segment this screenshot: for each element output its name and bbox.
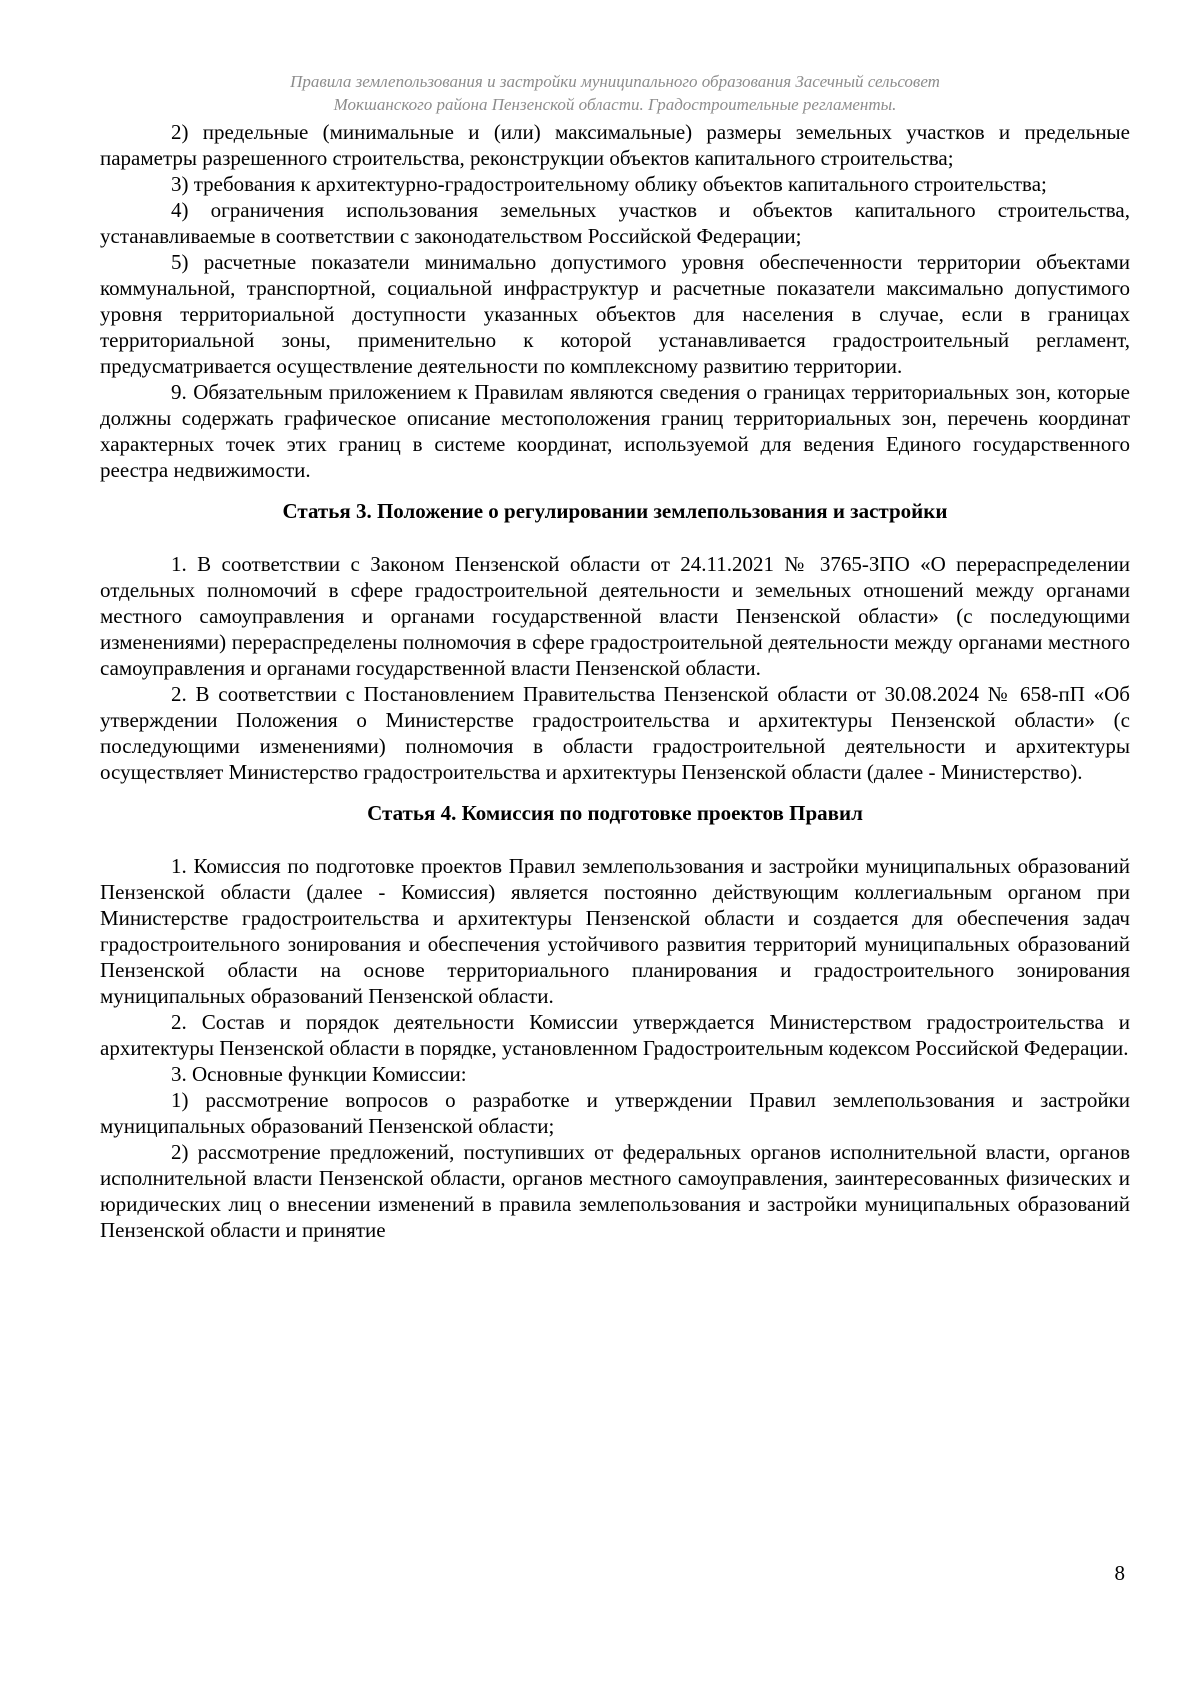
paragraph: 1. Комиссия по подготовке проектов Правил землепользования и застройки муниципальных образований Пензенской области (далее - Комиссия) является постоянно действующим коллегиальным органом при Министерстве градостроительства и архитектуры Пензенской области и создается для обеспечения задач градостроительного зонирования и обеспечения устойчивого развития территорий муниципальных образований Пензенской области на основе территориального планирования и градостроительного зонирования муниципальных образований Пензенской области. <box>100 854 1130 1008</box>
running-header-line-2: Мокшанского района Пензенской области. Градостроительные регламенты. <box>333 95 897 114</box>
paragraph: 2) рассмотрение предложений, поступивших от федеральных органов исполнительной власти, органов исполнительной власти Пензенской области, органов местного самоуправления, заинтересованных физических и юридических лиц о внесении изменений в правила землепользования и застройки муниципальных образований Пензенской области и принятие <box>100 1140 1130 1242</box>
paragraph: 5) расчетные показатели минимально допустимого уровня обеспеченности территории объектами коммунальной, транспортной, социальной инфраструктур и расчетные показатели максимально допустимого уровня территориальной доступности указанных объектов для населения в случае, если в границах территориальной зоны, применительно к которой устанавливается градостроительный регламент, предусматривается осуществление деятельности по комплексному развитию территории. <box>100 250 1130 378</box>
paragraph: 2. Состав и порядок деятельности Комиссии утверждается Министерством градостроительства и архитектуры Пензенской области в порядке, установленном Градостроительным кодексом Российской Федерации. <box>100 1010 1130 1060</box>
document-body <box>100 119 1130 1243</box>
paragraph: 9. Обязательным приложением к Правилам являются сведения о границах территориальных зон, которые должны содержать графическое описание местоположения границ территориальных зон, перечень координат характерных точек этих границ в системе координат, используемой для ведения Единого государственного реестра недвижимости. <box>100 380 1130 482</box>
paragraph: 2. В соответствии с Постановлением Правительства Пензенской области от 30.08.2024 № 658-пП «Об утверждении Положения о Министерстве градостроительства и архитектуры Пензенской области» (с последующими изменениями) полномочия в области градостроительной деятельности и архитектуры осуществляет Министерство градостроительства и архитектуры Пензенской области (далее - Министерство). <box>100 682 1130 784</box>
paragraph: 2) предельные (минимальные и (или) максимальные) размеры земельных участков и предельные параметры разрешенного строительства, реконструкции объектов капитального строительства; <box>100 120 1130 170</box>
article-4-heading: Статья 4. Комиссия по подготовке проектов Правил <box>367 801 863 825</box>
article-3-heading: Статья 3. Положение о регулировании землепользования и застройки <box>282 499 948 523</box>
paragraph: 1. В соответствии с Законом Пензенской области от 24.11.2021 № 3765-ЗПО «О перераспределении отдельных полномочий в сфере градостроительной деятельности и земельных отношений между органами местного самоуправления и органами государственной власти Пензенской области» (с последующими изменениями) перераспределены полномочия в сфере градостроительной деятельности между органами местного самоуправления и органами государственной власти Пензенской области. <box>100 552 1130 680</box>
page-number: 8 <box>1114 1561 1125 1585</box>
running-header <box>100 70 1130 116</box>
paragraph: 1) рассмотрение вопросов о разработке и утверждении Правил землепользования и застройки муниципальных образований Пензенской области; <box>100 1088 1130 1138</box>
paragraph: 4) ограничения использования земельных участков и объектов капитального строительства, устанавливаемые в соответствии с законодательством Российской Федерации; <box>100 198 1130 248</box>
paragraph: 3. Основные функции Комиссии: <box>171 1062 467 1086</box>
paragraph: 3) требования к архитектурно-градостроительному облику объектов капитального строительства; <box>171 172 1047 196</box>
document-page <box>100 0 1130 1697</box>
running-header-line-1: Правила землепользования и застройки муниципального образования Засечный сельсовет <box>290 72 940 91</box>
